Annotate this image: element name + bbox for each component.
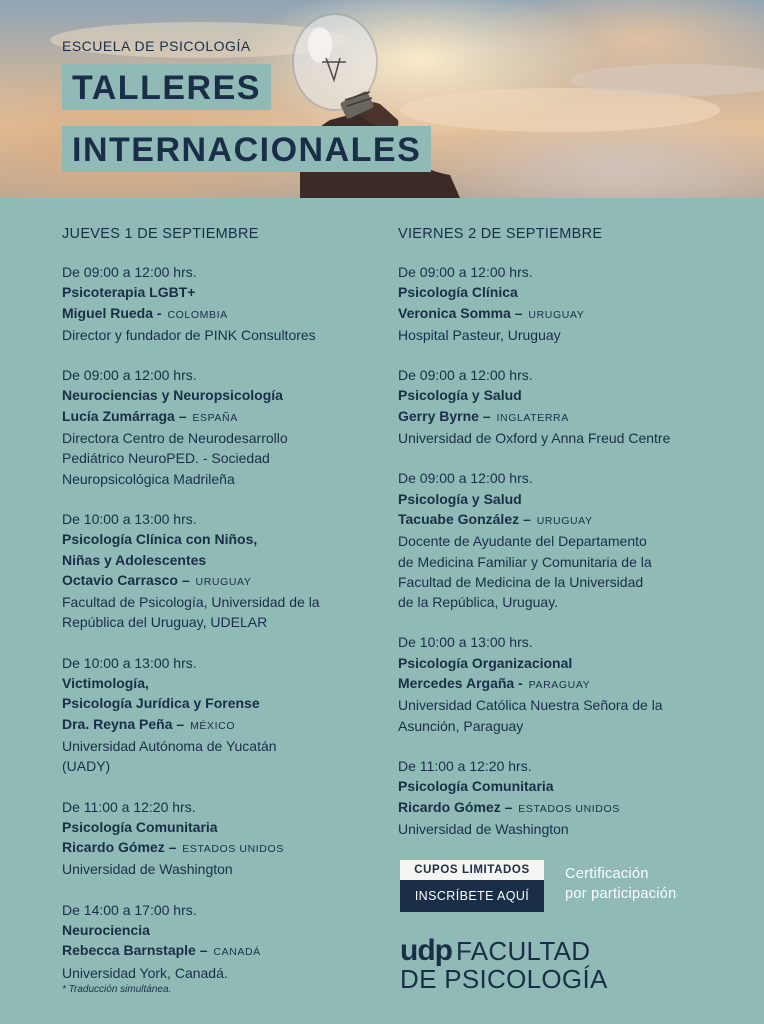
session-item [398, 756, 718, 839]
speaker-line [62, 570, 392, 592]
speaker-country: URUGUAY [536, 514, 593, 527]
session-time: De 14:00 a 17:00 hrs. [62, 901, 197, 918]
speaker-name: Gerry Byrne [398, 407, 479, 424]
session-topic: Psicología y Salud [398, 387, 522, 404]
session-topic: Psicología Clínica con Niños, [62, 531, 258, 548]
speaker-separator: – [168, 839, 177, 856]
speaker-country: CANADÁ [213, 946, 261, 959]
speaker-affiliation: Facultad de Medicina de la Universidad [398, 573, 644, 590]
speaker-line [62, 940, 392, 962]
speaker-affiliation: Facultad de Psicología, Universidad de la [62, 594, 320, 611]
speaker-name: Dra. Reyna Peña [62, 715, 173, 732]
speaker-name: Octavio Carrasco [62, 571, 178, 588]
speaker-line [398, 797, 718, 819]
speaker-affiliation: Universidad de Washington [62, 861, 233, 878]
school-name: ESCUELA DE PSICOLOGÍA [62, 38, 251, 54]
session-topic: Psicología y Salud [398, 490, 522, 507]
speaker-affiliation: República del Uruguay, UDELAR [62, 614, 268, 631]
session-topic: Neurociencia [62, 922, 150, 939]
session-item [62, 262, 392, 345]
speaker-affiliation: Universidad de Washington [398, 820, 569, 837]
title-line-1: TALLERES [62, 64, 271, 110]
speaker-affiliation: Asunción, Paraguay [398, 717, 524, 734]
speaker-country: INGLATERRA [496, 411, 569, 424]
session-item [62, 365, 392, 489]
session-topic: Neurociencias y Neuropsicología [62, 387, 283, 404]
session-time: De 10:00 a 13:00 hrs. [62, 654, 197, 671]
session-item [62, 797, 392, 880]
session-time: De 09:00 a 12:00 hrs. [62, 367, 197, 384]
session-time: De 09:00 a 12:00 hrs. [62, 264, 197, 280]
session-item [398, 632, 718, 735]
session-topic: Psicología Organizacional [398, 654, 573, 671]
speaker-name: Ricardo Gómez [62, 839, 165, 856]
speaker-separator: – [482, 407, 491, 424]
speaker-separator: – [199, 942, 208, 959]
speaker-affiliation: de Medicina Familiar y Comunitaria de la [398, 553, 652, 570]
udp-faculty-logo [400, 934, 608, 994]
session-item [62, 509, 392, 633]
session-topic: Psicología Comunitaria [398, 778, 554, 795]
speaker-line [398, 673, 718, 695]
day-column-friday [398, 226, 718, 859]
speaker-name: Tacuabe González [398, 510, 520, 527]
speaker-line [62, 406, 392, 428]
speaker-name: Mercedes Argaña [398, 675, 515, 692]
session-time: De 10:00 a 13:00 hrs. [62, 510, 197, 527]
session-item [398, 365, 718, 448]
session-topic: Psicología Jurídica y Forense [62, 695, 260, 712]
speaker-separator: – [176, 715, 185, 732]
header-banner [0, 0, 764, 198]
logo-udp-wordmark: udp [400, 934, 452, 967]
speaker-separator: - [156, 304, 162, 321]
speaker-name: Miguel Rueda [62, 304, 154, 321]
speaker-separator: - [518, 675, 523, 692]
speaker-affiliation: Universidad York, Canadá. [62, 964, 228, 981]
session-time: De 11:00 a 12:20 hrs. [62, 798, 196, 815]
speaker-affiliation: Neuropsicológica Madrileña [62, 470, 235, 487]
certification-note [565, 864, 677, 904]
speaker-separator: – [504, 798, 513, 815]
speaker-separator: – [181, 571, 190, 588]
speaker-affiliation: de la República, Uruguay. [398, 594, 559, 611]
session-list [398, 262, 718, 839]
speaker-country: ESTADOS UNIDOS [518, 802, 620, 815]
speaker-country: URUGUAY [528, 308, 585, 321]
speaker-line [62, 837, 392, 859]
session-note: * Traducción simultánea. [62, 983, 172, 995]
speaker-affiliation: Universidad Católica Nuestra Señora de la [398, 697, 663, 714]
speaker-country: URUGUAY [195, 575, 252, 588]
session-item [62, 900, 392, 983]
speaker-separator: – [514, 304, 523, 321]
register-button[interactable]: INSCRÍBETE AQUÍ [400, 880, 544, 912]
session-topic: Psicoterapia LGBT+ [62, 284, 196, 301]
speaker-name: Rebecca Barnstaple [62, 942, 196, 959]
session-topic: Psicología Comunitaria [62, 818, 218, 835]
speaker-name: Lucía Zumárraga [62, 407, 175, 424]
speaker-name: Veronica Somma [398, 304, 511, 321]
speaker-country: MÉXICO [190, 719, 236, 732]
speaker-separator: – [178, 407, 187, 424]
speaker-country: COLOMBIA [167, 308, 228, 321]
speaker-affiliation: Directora Centro de Neurodesarrollo [62, 430, 288, 447]
logo-line-1 [400, 934, 608, 967]
speaker-affiliation: Pediátrico NeuroPED. - Sociedad [62, 450, 270, 467]
speaker-affiliation: Hospital Pasteur, Uruguay [398, 326, 561, 343]
speaker-line [62, 303, 392, 325]
session-topic: Psicología Clínica [398, 284, 518, 301]
session-list [62, 262, 392, 997]
speaker-affiliation: Director y fundador de PINK Consultores [62, 326, 316, 343]
session-item [398, 468, 718, 612]
session-time: De 10:00 a 13:00 hrs. [398, 634, 533, 651]
session-time: De 09:00 a 12:00 hrs. [398, 367, 533, 384]
logo-faculty-text: FACULTAD [455, 936, 591, 966]
speaker-country: ESPAÑA [192, 411, 238, 424]
speaker-country: ESTADOS UNIDOS [182, 843, 284, 856]
session-topic: Niñas y Adolescentes [62, 551, 207, 568]
day-column-thursday [62, 226, 392, 997]
speaker-affiliation: Docente de Ayudante del Departamento [398, 533, 647, 550]
day-heading: VIERNES 2 DE SEPTIEMBRE [398, 226, 603, 242]
session-time: De 09:00 a 12:00 hrs. [398, 470, 533, 487]
session-item [398, 262, 718, 345]
session-time: De 09:00 a 12:00 hrs. [398, 264, 533, 280]
logo-line-2: DE PSICOLOGÍA [400, 964, 608, 994]
session-item [62, 653, 392, 777]
speaker-country: PARAGUAY [528, 679, 591, 692]
speaker-line [62, 714, 392, 736]
speaker-affiliation: Universidad de Oxford y Anna Freud Centre [398, 430, 671, 447]
session-topic: Victimología, [62, 675, 149, 692]
speaker-line [398, 406, 718, 428]
registration-cta [400, 860, 544, 912]
limited-seats-label: CUPOS LIMITADOS [400, 860, 544, 880]
speaker-affiliation: (UADY) [62, 758, 111, 775]
certification-line: Certificación [565, 866, 649, 882]
session-time: De 11:00 a 12:20 hrs. [398, 757, 532, 774]
day-heading: JUEVES 1 DE SEPTIEMBRE [62, 226, 259, 242]
speaker-line [398, 303, 718, 325]
title-line-2: INTERNACIONALES [62, 126, 431, 172]
certification-line: por participación [565, 886, 677, 902]
speaker-affiliation: Universidad Autónoma de Yucatán [62, 737, 277, 754]
speaker-separator: – [523, 510, 531, 527]
speaker-name: Ricardo Gómez [398, 798, 501, 815]
speaker-line [398, 509, 718, 531]
